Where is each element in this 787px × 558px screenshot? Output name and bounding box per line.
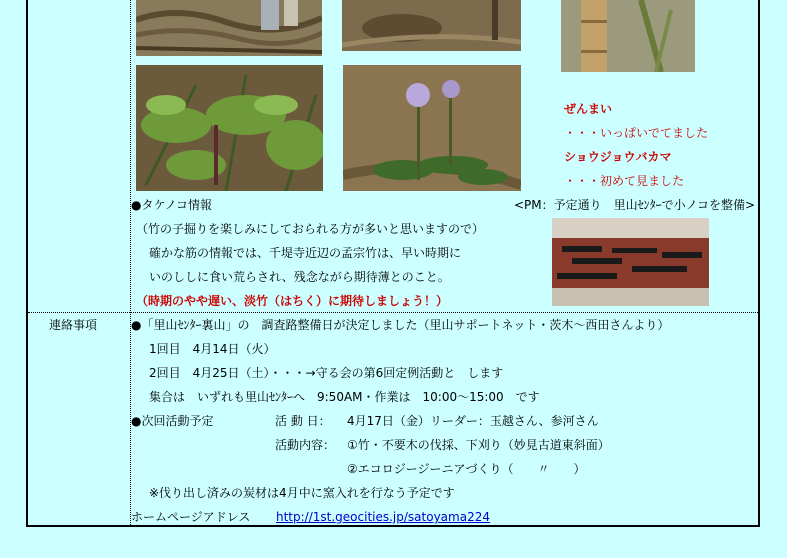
contact-line-4: 集合は いずれも里山ｾﾝﾀｰへ 9:50AM・作業は 10:00〜15:00 です	[149, 390, 540, 404]
contact-line-3: 2回目 4月25日（土）・・・→守る会の第6回定例活動と します	[149, 366, 504, 380]
takenoko-line-1: （竹の子掘りを楽しみにしておられる方が多いと思いますので）	[136, 222, 485, 236]
activity-content-2: ②エコロジージーニアづくり（ 〃 ）	[347, 462, 586, 476]
takenoko-heading: ●タケノコ情報	[131, 198, 213, 212]
activity-date-label: 活 動 日：	[275, 414, 331, 428]
contact-line-1: ●「里山ｾﾝﾀｰ裏山」の 調査路整備日が決定しました（里山サポートネット・茨木〜西田さんより）	[131, 318, 670, 332]
shojo-title: ショウジョウバカマ	[564, 150, 672, 164]
forest-floor-photo	[342, 0, 521, 51]
activity-content-label: 活動内容：	[275, 438, 336, 452]
shojo-description: ・・・初めて見ました	[564, 174, 685, 188]
wildflower-photo	[343, 65, 521, 191]
zenmai-title: ぜんまい	[564, 102, 613, 116]
woven-fence-photo	[136, 0, 322, 56]
fern-photo	[136, 65, 323, 191]
bamboo-stalk-photo	[561, 0, 695, 72]
contact-label: 連絡事項	[49, 318, 98, 332]
takenoko-line-2: 確かな筋の情報では、千堤寺近辺の孟宗竹は、早い時期に	[149, 246, 462, 260]
homepage-link[interactable]: http://1st.geocities.jp/satoyama224	[276, 510, 490, 524]
charcoal-note: ※伐り出し済みの炭材は4月中に窯入れを行なう予定です	[149, 486, 455, 500]
tools-on-table-photo	[552, 218, 709, 306]
activity-content-1: ①竹・不要木の伐採、下刈り（妙見古道東斜面）	[347, 438, 610, 452]
homepage-label: ホームページアドレス	[131, 510, 251, 524]
contact-line-2: 1回目 4月14日（火）	[149, 342, 276, 356]
takenoko-line-3: いのししに食い荒らされ、残念ながら期待薄とのこと。	[149, 270, 450, 284]
row-divider	[28, 312, 758, 313]
column-divider	[130, 0, 131, 527]
takenoko-line-4: （時期のやや遅い、淡竹（はちく）に期待しましょう！）	[136, 294, 449, 308]
pm-caption: <PM：予定通り 里山ｾﾝﾀｰで小ノコを整備>	[514, 198, 756, 212]
activity-date-value: 4月17日（金）リーダー：玉越さん、参河さん	[347, 414, 599, 428]
next-activity-heading: ●次回活動予定	[131, 414, 214, 428]
zenmai-description: ・・・いっぱいでてました	[564, 126, 709, 140]
